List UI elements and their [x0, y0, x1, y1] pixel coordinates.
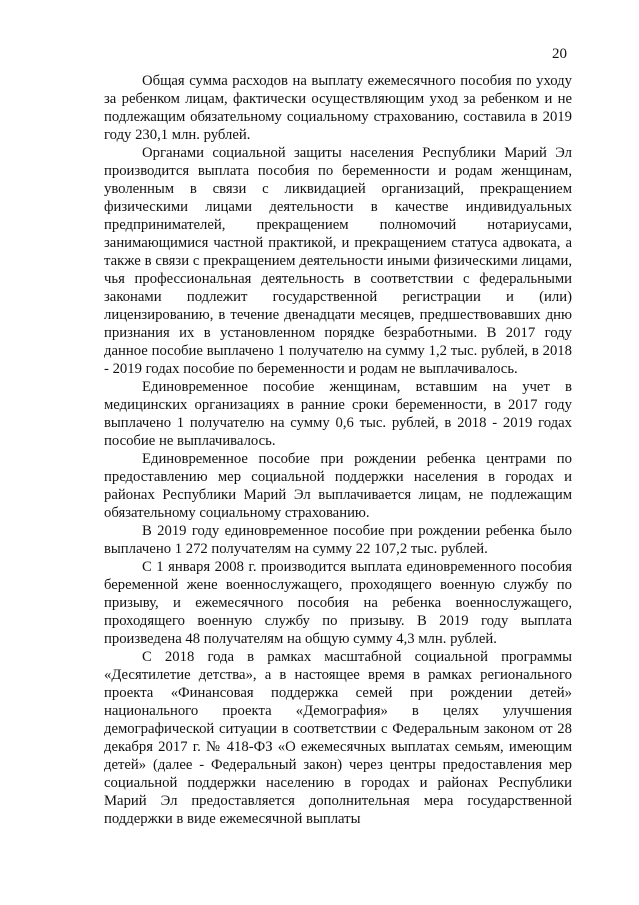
page-number: 20 [552, 46, 567, 62]
paragraph-childcare-allowance-total: Общая сумма расходов на выплату ежемесячного пособия по уходу за ребенком лицам, фактически осуществляющим уход за ребенком и не подлежащим обязательному социальному страхованию, составила в 2019 году 230,1 млн. рублей. [104, 73, 572, 143]
body-text [104, 72, 572, 828]
paragraph-early-registration-benefit: Единовременное пособие женщинам, вставшим на учет в медицинских организациях в ранние сроки беременности, в 2017 году выплачено 1 получателю на сумму 0,6 тыс. рублей, в 2018 - 2019 годах пособие не выплачивалось. [104, 379, 572, 449]
paragraph-birth-benefit-2019: В 2019 году единовременное пособие при рождении ребенка было выплачено 1 272 получателям на сумму 22 107,2 тыс. рублей. [104, 523, 572, 557]
paragraph-birth-benefit-centers: Единовременное пособие при рождении ребенка центрами по предоставлению мер социальной поддержки населения в городах и районах Республики Марий Эл выплачивается лицам, не подлежащим обязательному социальному страхованию. [104, 451, 572, 521]
paragraph-maternity-benefit: Органами социальной защиты населения Республики Марий Эл производится выплата пособия по беременности и родам женщинам, уволенным в связи с ликвидацией организаций, прекращением физическими лицами деятельности в качестве индивидуальных предпринимателей, прекращением полномочий нотариусами, занимающимися частной практикой, и прекращением статуса адвоката, а также в связи с прекращением деятельности иными физическими лицами, чья профессиональная деятельность в соответствии с федеральными законами подлежит государственной регистрации и (или) лицензированию, в течение двенадцати месяцев, предшествовавших дню признания их в установленном порядке безработными. В 2017 году данное пособие выплачено 1 получателю на сумму 1,2 тыс. рублей, в 2018 - 2019 годах пособие по беременности и родам не выплачивалось. [104, 145, 572, 377]
paragraph-military-spouse-benefit: С 1 января 2008 г. производится выплата единовременного пособия беременной жене военнослужащего, проходящего военную службу по призыву, и ежемесячного пособия на ребенка военнослужащего, проходящего военную службу по призыву. В 2019 году выплата произведена 48 получателям на общую сумму 4,3 млн. рублей. [104, 559, 572, 647]
paragraph-decade-of-childhood: С 2018 года в рамках масштабной социальной программы «Десятилетие детства», а в настоящее время в рамках регионального проекта «Финансовая поддержка семей при рождении детей» национального проекта «Демография» в целях улучшения демографической ситуации в соответствии с Федеральным законом от 28 декабря 2017 г. № 418-ФЗ «О ежемесячных выплатах семьям, имеющим детей» (далее - Федеральный закон) через центры предоставления мер социальной поддержки населению в городах и районах Республики Марий Эл предоставляется дополнительная мера государственной поддержки в виде ежемесячной выплаты [104, 649, 572, 827]
